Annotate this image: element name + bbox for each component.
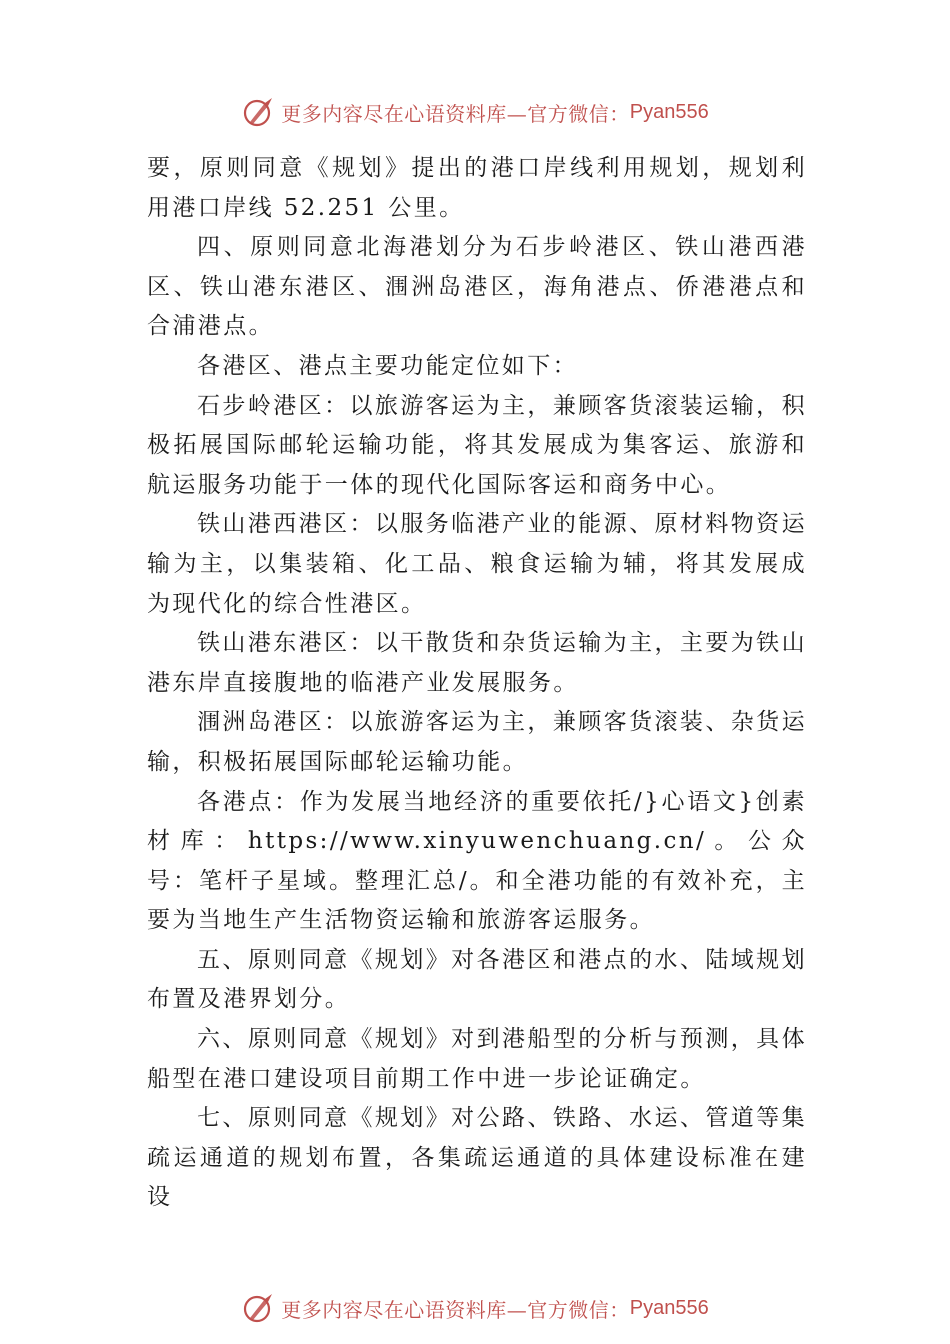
header-banner (0, 92, 950, 132)
wechat-id: Pyan556 (629, 100, 709, 123)
paragraph: 六、原则同意《规划》对到港船型的分析与预测，具体船型在港口建设项目前期工作中进一步论证确定。 (147, 1026, 807, 1092)
paragraph: 铁山港东港区：以干散货和杂货运输为主，主要为铁山港东岸直接腹地的临港产业发展服务。 (147, 630, 807, 696)
paragraph: 各港区、港点主要功能定位如下： (197, 352, 578, 379)
paragraph: 五、原则同意《规划》对各港区和港点的水、陆域规划布置及港界划分。 (147, 946, 807, 1013)
quill-logo-icon (241, 1291, 275, 1325)
banner-text: 更多内容尽在心语资料库—官方微信： (281, 101, 630, 126)
footer-banner (0, 1288, 950, 1328)
banner-text: 更多内容尽在心语资料库—官方微信： (281, 1297, 630, 1322)
paragraph: 涠洲岛港区：以旅游客运为主，兼顾客货滚装、杂货运输，积极拓展国际邮轮运输功能。 (147, 709, 807, 775)
document-body (147, 149, 807, 1218)
paragraph: 各港点：作为发展当地经济的重要依托/}心语文}创素材库：https://www.xinyuwenchuang.cn/。公众号：笔杆子星域。整理汇总/。和全港功能的有效补充，主要为当地生产生活物资运输和旅游客运服务。 (147, 788, 807, 934)
paragraph: 石步岭港区：以旅游客运为主，兼顾客货滚装运输，积极拓展国际邮轮运输功能，将其发展成为集客运、旅游和航运服务功能于一体的现代化国际客运和商务中心。 (147, 392, 807, 498)
paragraph: 七、原则同意《规划》对公路、铁路、水运、管道等集疏运通道的规划布置，各集疏运通道的具体建设标准在建设 (147, 1105, 807, 1211)
paragraph: 四、原则同意北海港划分为石步岭港区、铁山港西港区、铁山港东港区、涠洲岛港区，海角港点、侨港港点和合浦港点。 (147, 234, 807, 340)
quill-logo-icon (241, 95, 275, 129)
paragraph: 铁山港西港区：以服务临港产业的能源、原材料物资运输为主，以集装箱、化工品、粮食运输为辅，将其发展成为现代化的综合性港区。 (147, 511, 807, 617)
wechat-id: Pyan556 (629, 1296, 709, 1319)
paragraph: 要，原则同意《规划》提出的港口岸线利用规划，规划利用港口岸线 52.251 公里。 (147, 155, 807, 221)
